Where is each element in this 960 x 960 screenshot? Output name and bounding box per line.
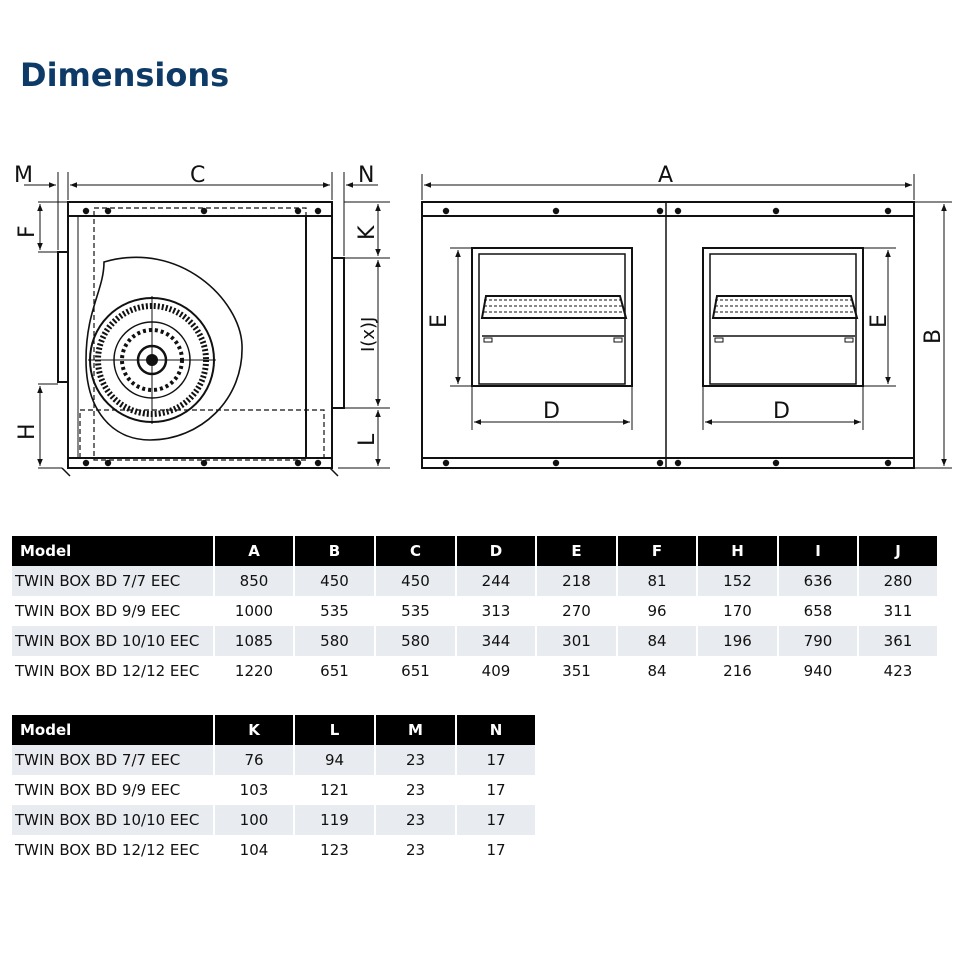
cell: 940	[778, 656, 858, 686]
col-header-model: Model	[12, 536, 214, 566]
front-view	[422, 202, 914, 468]
cell: 450	[294, 566, 375, 596]
col-header-h: H	[697, 536, 778, 566]
cell: 23	[375, 835, 456, 865]
cell-model: TWIN BOX BD 7/7 EEC	[12, 566, 214, 596]
dimensions-table-k-n	[12, 715, 535, 865]
dim-label-e-right: E	[867, 314, 892, 328]
cell: 1220	[214, 656, 294, 686]
col-header-c: C	[375, 536, 456, 566]
col-header-n: N	[456, 715, 535, 745]
table-row	[12, 656, 937, 686]
cell: 580	[375, 626, 456, 656]
cell: 580	[294, 626, 375, 656]
side-view	[58, 202, 344, 476]
dim-label-m: M	[14, 163, 33, 188]
dim-label-d-right: D	[773, 399, 790, 424]
table-header-row	[12, 715, 535, 745]
cell: 17	[456, 745, 535, 775]
page-title: Dimensions	[20, 56, 230, 94]
cell: 1000	[214, 596, 294, 626]
cell: 121	[294, 775, 375, 805]
cell: 17	[456, 775, 535, 805]
cell: 119	[294, 805, 375, 835]
cell: 23	[375, 745, 456, 775]
table-row	[12, 805, 535, 835]
cell: 1085	[214, 626, 294, 656]
cell: 790	[778, 626, 858, 656]
col-header-e: E	[536, 536, 617, 566]
cell: 313	[456, 596, 536, 626]
table-row	[12, 775, 535, 805]
dim-label-a: A	[658, 163, 674, 188]
cell-model: TWIN BOX BD 10/10 EEC	[12, 805, 214, 835]
cell: 280	[858, 566, 937, 596]
cell: 409	[456, 656, 536, 686]
dim-label-k: K	[355, 225, 380, 240]
cell: 450	[375, 566, 456, 596]
col-header-i: I	[778, 536, 858, 566]
cell: 23	[375, 805, 456, 835]
cell: 84	[617, 656, 697, 686]
table-row	[12, 596, 937, 626]
cell: 636	[778, 566, 858, 596]
side-left-flange	[58, 252, 68, 382]
table-header-row	[12, 536, 937, 566]
dim-label-h: H	[15, 423, 40, 440]
cell: 535	[375, 596, 456, 626]
cell: 244	[456, 566, 536, 596]
side-right-flange	[332, 258, 344, 408]
cell: 344	[456, 626, 536, 656]
col-header-l: L	[294, 715, 375, 745]
cell: 218	[536, 566, 617, 596]
cell: 651	[294, 656, 375, 686]
cell: 94	[294, 745, 375, 775]
cell-model: TWIN BOX BD 7/7 EEC	[12, 745, 214, 775]
table-row	[12, 745, 535, 775]
cell: 423	[858, 656, 937, 686]
dim-label-e-left: E	[427, 314, 452, 328]
col-header-k: K	[214, 715, 294, 745]
cell: 658	[778, 596, 858, 626]
table-row	[12, 626, 937, 656]
cell: 216	[697, 656, 778, 686]
dim-label-n: N	[358, 163, 375, 188]
dim-label-b: B	[921, 328, 946, 344]
col-header-d: D	[456, 536, 536, 566]
cell: 81	[617, 566, 697, 596]
cell-model: TWIN BOX BD 9/9 EEC	[12, 775, 214, 805]
cell: 17	[456, 805, 535, 835]
cell: 76	[214, 745, 294, 775]
col-header-b: B	[294, 536, 375, 566]
cell: 311	[858, 596, 937, 626]
col-header-a: A	[214, 536, 294, 566]
cell: 361	[858, 626, 937, 656]
dim-label-l: L	[355, 433, 380, 446]
cell: 351	[536, 656, 617, 686]
cell: 270	[536, 596, 617, 626]
table-row	[12, 566, 937, 596]
cell: 170	[697, 596, 778, 626]
front-housing	[422, 202, 914, 468]
dim-label-f: F	[15, 225, 40, 238]
cell: 17	[456, 835, 535, 865]
cell: 23	[375, 775, 456, 805]
col-header-f: F	[617, 536, 697, 566]
cell: 535	[294, 596, 375, 626]
dimension-drawing	[0, 150, 960, 480]
col-header-model: Model	[12, 715, 214, 745]
col-header-m: M	[375, 715, 456, 745]
col-header-j: J	[858, 536, 937, 566]
cell-model: TWIN BOX BD 12/12 EEC	[12, 835, 214, 865]
cell: 850	[214, 566, 294, 596]
dimensions-table-a-j	[12, 536, 937, 686]
cell-model: TWIN BOX BD 9/9 EEC	[12, 596, 214, 626]
cell: 196	[697, 626, 778, 656]
cell: 100	[214, 805, 294, 835]
dim-label-c: C	[190, 163, 206, 188]
cell-model: TWIN BOX BD 10/10 EEC	[12, 626, 214, 656]
cell: 84	[617, 626, 697, 656]
dim-label-d-left: D	[543, 399, 560, 424]
cell: 104	[214, 835, 294, 865]
cell: 123	[294, 835, 375, 865]
cell: 103	[214, 775, 294, 805]
cell: 651	[375, 656, 456, 686]
dim-label-ixj: I(x)J	[358, 316, 379, 352]
cell: 152	[697, 566, 778, 596]
cell-model: TWIN BOX BD 12/12 EEC	[12, 656, 214, 686]
cell: 96	[617, 596, 697, 626]
table-row	[12, 835, 535, 865]
cell: 301	[536, 626, 617, 656]
